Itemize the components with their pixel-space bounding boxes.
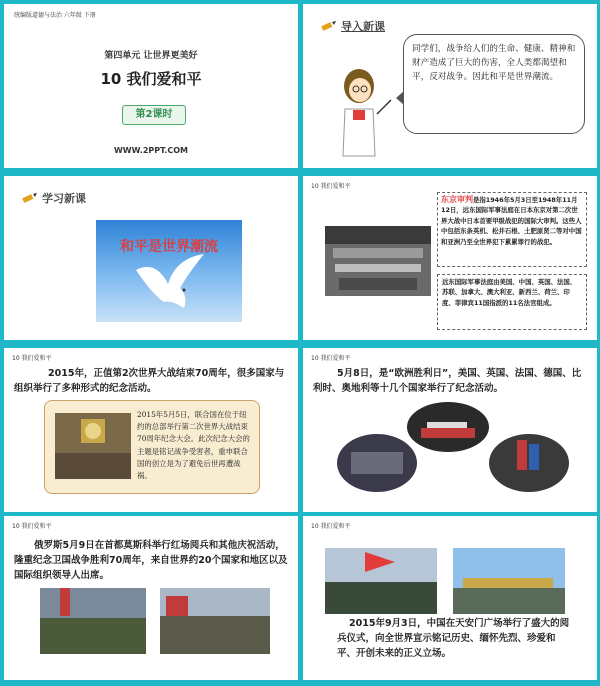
un-note-text: 2015年5月5日，联合国在位于纽约的总部举行第二次世界大战结束70周年纪念大会。此次纪念大会的主题是铭记战争受害者，重申联合国的创立是为了避免后世再遭战祸。 <box>137 410 250 481</box>
red-square-photo-2 <box>160 588 270 654</box>
slide-china-parade[interactable] <box>303 516 597 680</box>
slide-paragraph: 5月8日，是“欧洲胜利日”，美国、英国、法国、德国、比利时、奥地利等十几个国家举行了纪念活动。 <box>313 368 582 394</box>
slide-2015-events[interactable] <box>4 348 298 512</box>
slide-paragraph: 俄罗斯5月9日在首都莫斯科举行红场阅兵和其他庆祝活动，隆重纪念卫国战争胜利70周年，来自世界约20个国家和地区以及国际组织领导人出席。 <box>14 540 288 581</box>
pencil-icon <box>22 192 38 206</box>
dove-icon <box>126 250 212 316</box>
slide-tag: 10 我们爱和平 <box>311 183 351 190</box>
un-assembly-photo <box>55 413 131 479</box>
slide-tokyo-trial[interactable] <box>303 176 597 340</box>
lesson-badge: 第2课时 <box>122 105 186 125</box>
tokyo-trial-text: 东京审判是指1946年5月3日至1948年11月12日，远东国际军事法庭在日本东京对第二次世界大战中日本首要甲级战犯的国际大审判。这些人中包括东条英机、松井石根、土肥原贤二等对中国和亚洲乃至全世界犯下累累罪行的战犯。 <box>437 192 587 267</box>
slide-tag: 10 我们爱和平 <box>12 523 52 530</box>
tribunal-text: 远东国际军事法庭由美国、中国、英国、法国、苏联、加拿大、澳大利亚、新西兰、荷兰、印度、菲律宾11国指派的11名法官组成。 <box>437 274 587 330</box>
un-note-card <box>44 400 260 494</box>
banner-caption: 和平是世界潮流 <box>120 239 218 255</box>
course-tag: 统编版道德与法治 六年级 下册 <box>14 12 96 19</box>
red-square-photo-1 <box>40 588 146 654</box>
slide-new-lesson[interactable] <box>4 176 298 340</box>
slide-title[interactable] <box>4 4 298 168</box>
slide-tag: 10 我们爱和平 <box>12 355 52 362</box>
slide-moscow-parade[interactable] <box>4 516 298 680</box>
slide-tag: 10 我们爱和平 <box>311 355 351 362</box>
speech-bubble: 同学们，战争给人们的生命、健康、精神和财产造成了巨大的伤害，全人类都渴望和平，反对战争。因此和平是世界潮流。 <box>403 34 585 134</box>
slide-paragraph: 2015年9月3日，中国在天安门广场举行了盛大的阅兵仪式，向全世界宣示铭记历史、缅怀先烈、珍爱和平、开创未来的正义立场。 <box>337 618 570 659</box>
slide-intro[interactable] <box>303 4 597 168</box>
courtroom-photo <box>325 226 431 296</box>
peace-banner-image <box>96 220 242 322</box>
unit-title: 第四单元 让世界更美好 <box>104 51 198 61</box>
ve-day-photo-2 <box>407 402 489 452</box>
ve-day-photo-3 <box>489 434 569 492</box>
tiananmen-photo-2 <box>453 548 565 614</box>
tiananmen-photo-1 <box>325 548 437 614</box>
lesson-title: 10 我们爱和平 <box>100 70 202 88</box>
ve-day-photo-1 <box>337 434 417 492</box>
slide-tag: 10 我们爱和平 <box>311 523 351 530</box>
tokyo-trial-highlight: 东京审判 <box>441 195 473 204</box>
slide-ve-day[interactable] <box>303 348 597 512</box>
slide-paragraph: 2015年，正值第2次世界大战结束70周年，很多国家与组织举行了多种形式的纪念活动。 <box>14 368 285 394</box>
section-header: 学习新课 <box>22 190 86 206</box>
site-url: WWW.2PPT.COM <box>113 146 189 155</box>
teacher-illustration <box>333 64 393 164</box>
section-header: 导入新课 <box>321 18 385 34</box>
pencil-icon <box>321 20 337 34</box>
